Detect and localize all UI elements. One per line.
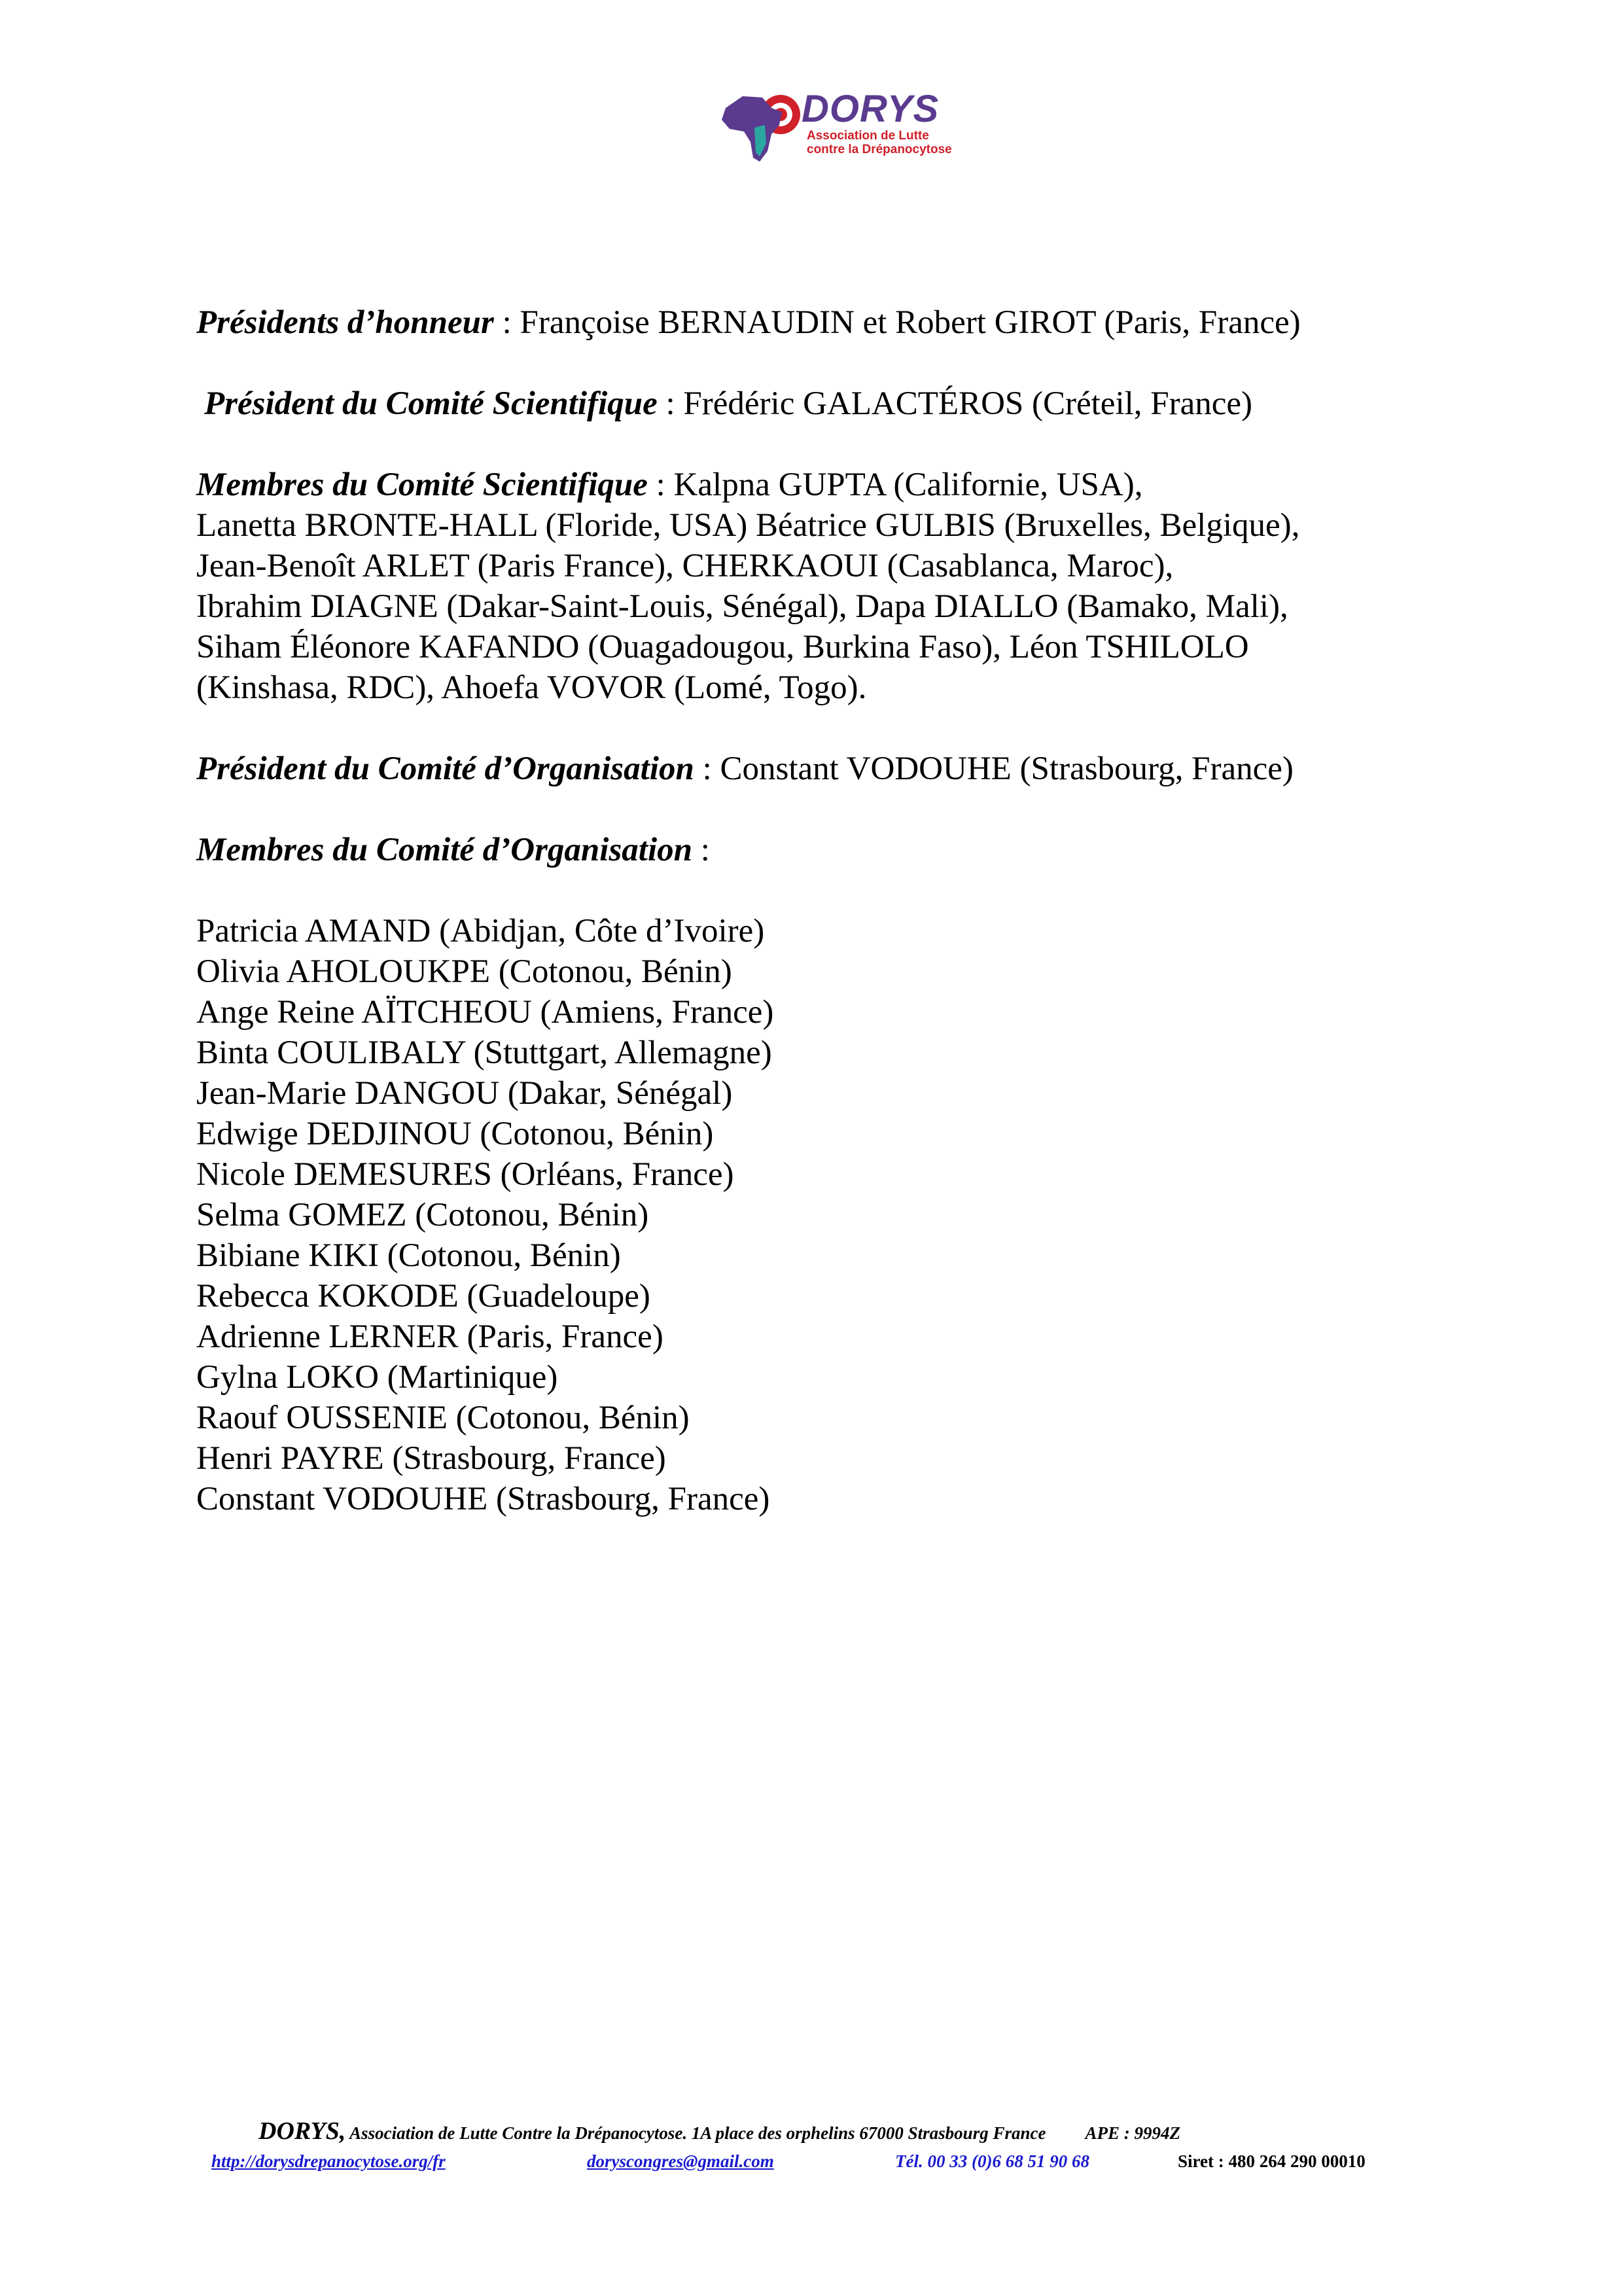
footer-website-link[interactable]: http://dorysdrepanocytose.org/fr bbox=[211, 2151, 446, 2171]
list-item: Raouf OUSSENIE (Cotonou, Bénin) bbox=[196, 1400, 690, 1436]
list-item: Edwige DEDJINOU (Cotonou, Bénin) bbox=[196, 1116, 714, 1152]
list-item: Gylna LOKO (Martinique) bbox=[196, 1359, 558, 1396]
sci-members-line: (Kinshasa, RDC), Ahoefa VOVOR (Lomé, Togo). bbox=[196, 669, 867, 706]
honor-presidents bbox=[196, 302, 1439, 343]
list-item: Rebecca KOKODE (Guadeloupe) bbox=[196, 1278, 650, 1315]
honor-text: : Françoise BERNAUDIN et Robert GIROT (Paris, France) bbox=[493, 304, 1301, 341]
sci-members-text: : Kalpna GUPTA (Californie, USA), bbox=[647, 467, 1143, 503]
org-members-list bbox=[196, 911, 1439, 1519]
list-item: Constant VODOUHE (Strasbourg, France) bbox=[196, 1481, 770, 1517]
list-item: Bibiane KIKI (Cotonou, Bénin) bbox=[196, 1237, 621, 1274]
footer-ape: APE : 9994Z bbox=[1085, 2123, 1180, 2143]
sci-members-label: Membres du Comité Scientifique bbox=[196, 467, 648, 503]
list-item: Binta COULIBALY (Stuttgart, Allemagne) bbox=[196, 1034, 772, 1071]
list-item: Selma GOMEZ (Cotonou, Bénin) bbox=[196, 1197, 649, 1233]
org-president-text: : Constant VODOUHE (Strasbourg, France) bbox=[694, 751, 1294, 787]
footer-phone: Tél. 00 33 (0)6 68 51 90 68 bbox=[895, 2151, 1089, 2171]
dorys-logo bbox=[716, 88, 991, 167]
footer-siret: Siret : 480 264 290 00010 bbox=[1178, 2151, 1366, 2171]
list-item: Henri PAYRE (Strasbourg, France) bbox=[196, 1440, 666, 1477]
logo-name: DORYS bbox=[802, 88, 940, 130]
list-item: Adrienne LERNER (Paris, France) bbox=[196, 1318, 663, 1355]
sci-members-line: Jean-Benoît ARLET (Paris France), CHERKAOUI (Casablanca, Maroc), bbox=[196, 548, 1174, 584]
footer-brand: DORYS, bbox=[258, 2117, 346, 2145]
sci-members-line: Lanetta BRONTE-HALL (Floride, USA) Béatrice GULBIS (Bruxelles, Belgique), bbox=[196, 507, 1300, 544]
footer-line-1 bbox=[258, 2117, 1180, 2145]
document-body bbox=[196, 302, 1439, 1519]
footer-email-link[interactable]: doryscongres@gmail.com bbox=[587, 2151, 774, 2171]
org-members-heading bbox=[196, 830, 1439, 870]
list-item: Olivia AHOLOUKPE (Cotonou, Bénin) bbox=[196, 953, 732, 990]
sci-president-text: : Frédéric GALACTÉROS (Créteil, France) bbox=[657, 385, 1253, 422]
sci-members-line: Ibrahim DIAGNE (Dakar-Saint-Louis, Sénégal), Dapa DIALLO (Bamako, Mali), bbox=[196, 588, 1288, 625]
list-item: Patricia AMAND (Abidjan, Côte d’Ivoire) bbox=[196, 913, 765, 949]
org-president-label: Président du Comité d’Organisation bbox=[196, 751, 694, 787]
honor-label: Présidents d’honneur bbox=[196, 304, 494, 341]
africa-map-icon bbox=[716, 88, 802, 167]
footer-address: Association de Lutte Contre la Drépanocytose. 1A place des orphelins 67000 Strasbourg France bbox=[345, 2123, 1046, 2143]
org-members-suffix: : bbox=[692, 832, 710, 868]
list-item: Ange Reine AÏTCHEOU (Amiens, France) bbox=[196, 994, 774, 1031]
logo-tagline-line2: contre la Drépanocytose bbox=[807, 143, 952, 156]
sci-president bbox=[196, 383, 1439, 424]
sci-president-label: Président du Comité Scientifique bbox=[204, 385, 658, 422]
logo-tagline-line1: Association de Lutte bbox=[807, 129, 929, 143]
org-president bbox=[196, 749, 1439, 789]
sci-members-line: Siham Éléonore KAFANDO (Ouagadougou, Burkina Faso), Léon TSHILOLO bbox=[196, 629, 1249, 665]
org-members-label: Membres du Comité d’Organisation bbox=[196, 832, 693, 868]
sci-members-line bbox=[196, 465, 1439, 505]
list-item: Jean-Marie DANGOU (Dakar, Sénégal) bbox=[196, 1075, 733, 1112]
list-item: Nicole DEMESURES (Orléans, France) bbox=[196, 1156, 734, 1193]
sci-members bbox=[196, 465, 1439, 708]
